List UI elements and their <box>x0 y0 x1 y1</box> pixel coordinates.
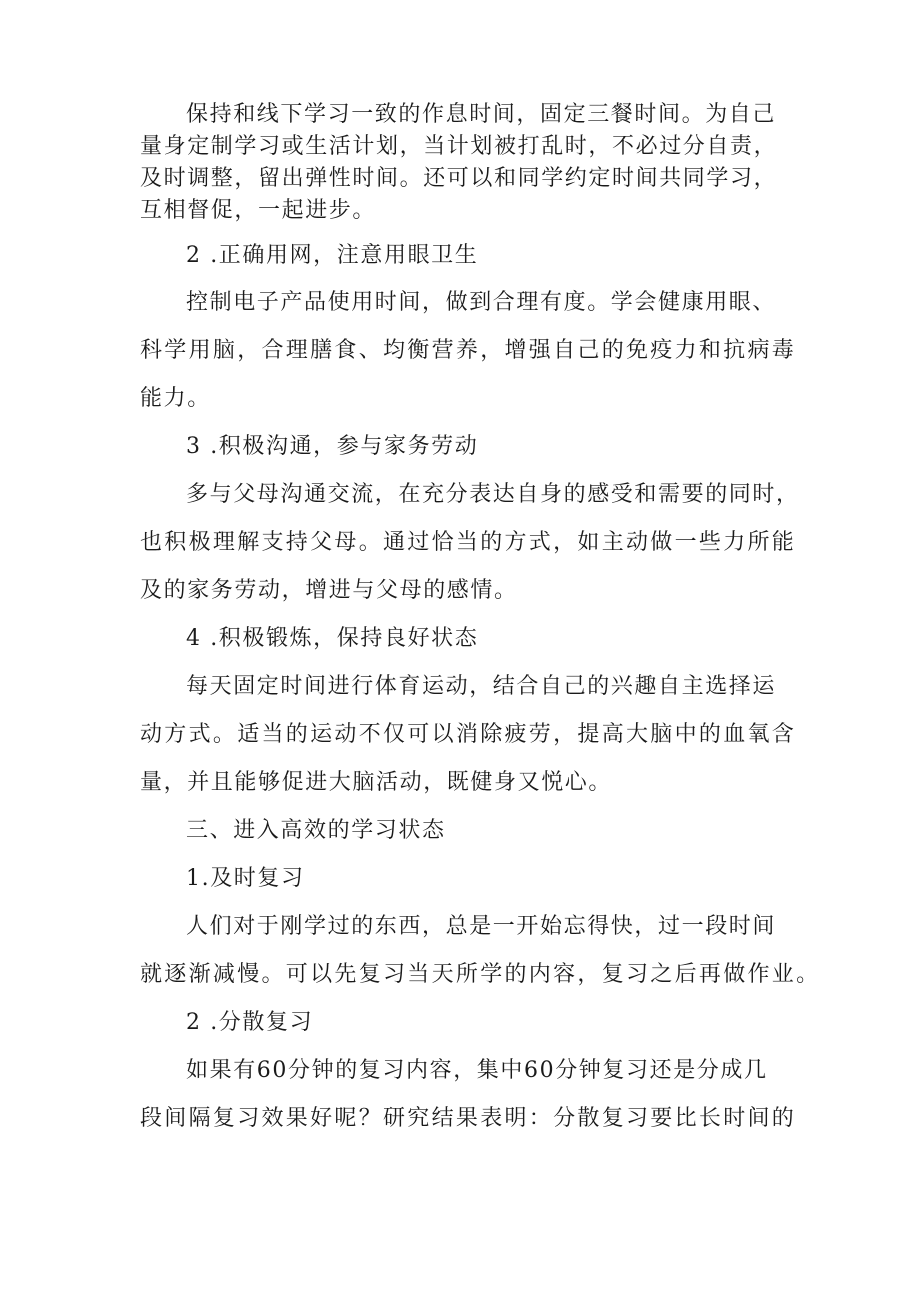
paragraph-4-line-1: 每天固定时间进行体育运动，结合自己的兴趣自主选择运 <box>186 674 777 699</box>
paragraph-4-line-2: 动方式。适当的运动不仅可以消除疲劳，提高大脑中的血氧含 <box>140 722 797 747</box>
paragraph-2-line-2: 科学用脑，合理膳食、均衡营养，增强自己的免疫力和抗病毒 <box>140 338 797 363</box>
paragraph-2-line-3: 能力。 <box>140 386 211 411</box>
heading-6: 2 .分散复习 <box>186 1010 314 1035</box>
paragraph-3-line-2: 也积极理解支持父母。通过恰当的方式，如主动做一些力所能 <box>140 530 797 555</box>
paragraph-5-line-1: 人们对于刚学过的东西，总是一开始忘得快，过一段时间 <box>186 914 777 939</box>
paragraph-3-line-1: 多与父母沟通交流，在充分表达自身的感受和需要的同时， <box>186 482 800 507</box>
heading-4: 4 .积极锻炼，保持良好状态 <box>186 626 479 651</box>
paragraph-4-line-3: 量，并且能够促进大脑活动，既健身又悦心。 <box>140 770 613 795</box>
paragraph-2-line-1: 控制电子产品使用时间，做到合理有度。学会健康用眼、 <box>186 290 777 315</box>
paragraph-1-line-1: 保持和线下学习一致的作息时间，固定三餐时间。为自己 <box>186 102 777 127</box>
paragraph-5-line-2: 就逐渐减慢。可以先复习当天所学的内容，复习之后再做作业。 <box>140 962 821 987</box>
paragraph-1-line-3: 及时调整，留出弹性时间。还可以和同学约定时间共同学习， <box>140 166 778 191</box>
paragraph-1-line-4: 互相督促，一起进步。 <box>140 198 377 223</box>
paragraph-6-line-1: 如果有60分钟的复习内容，集中60分钟复习还是分成几 <box>186 1058 768 1083</box>
heading-5: 1.及时复习 <box>186 866 305 891</box>
paragraph-1-line-2: 量身定制学习或生活计划，当计划被打乱时，不必过分自责， <box>140 134 778 159</box>
section-3-heading: 三、进入高效的学习状态 <box>186 818 446 843</box>
paragraph-3-line-3: 及的家务劳动，增进与父母的感情。 <box>140 578 518 603</box>
heading-2: 2 .正确用网，注意用眼卫生 <box>186 243 479 268</box>
heading-3: 3 .积极沟通，参与家务劳动 <box>186 434 479 459</box>
paragraph-6-line-2: 段间隔复习效果好呢？研究结果表明：分散复习要比长时间的 <box>140 1106 797 1131</box>
